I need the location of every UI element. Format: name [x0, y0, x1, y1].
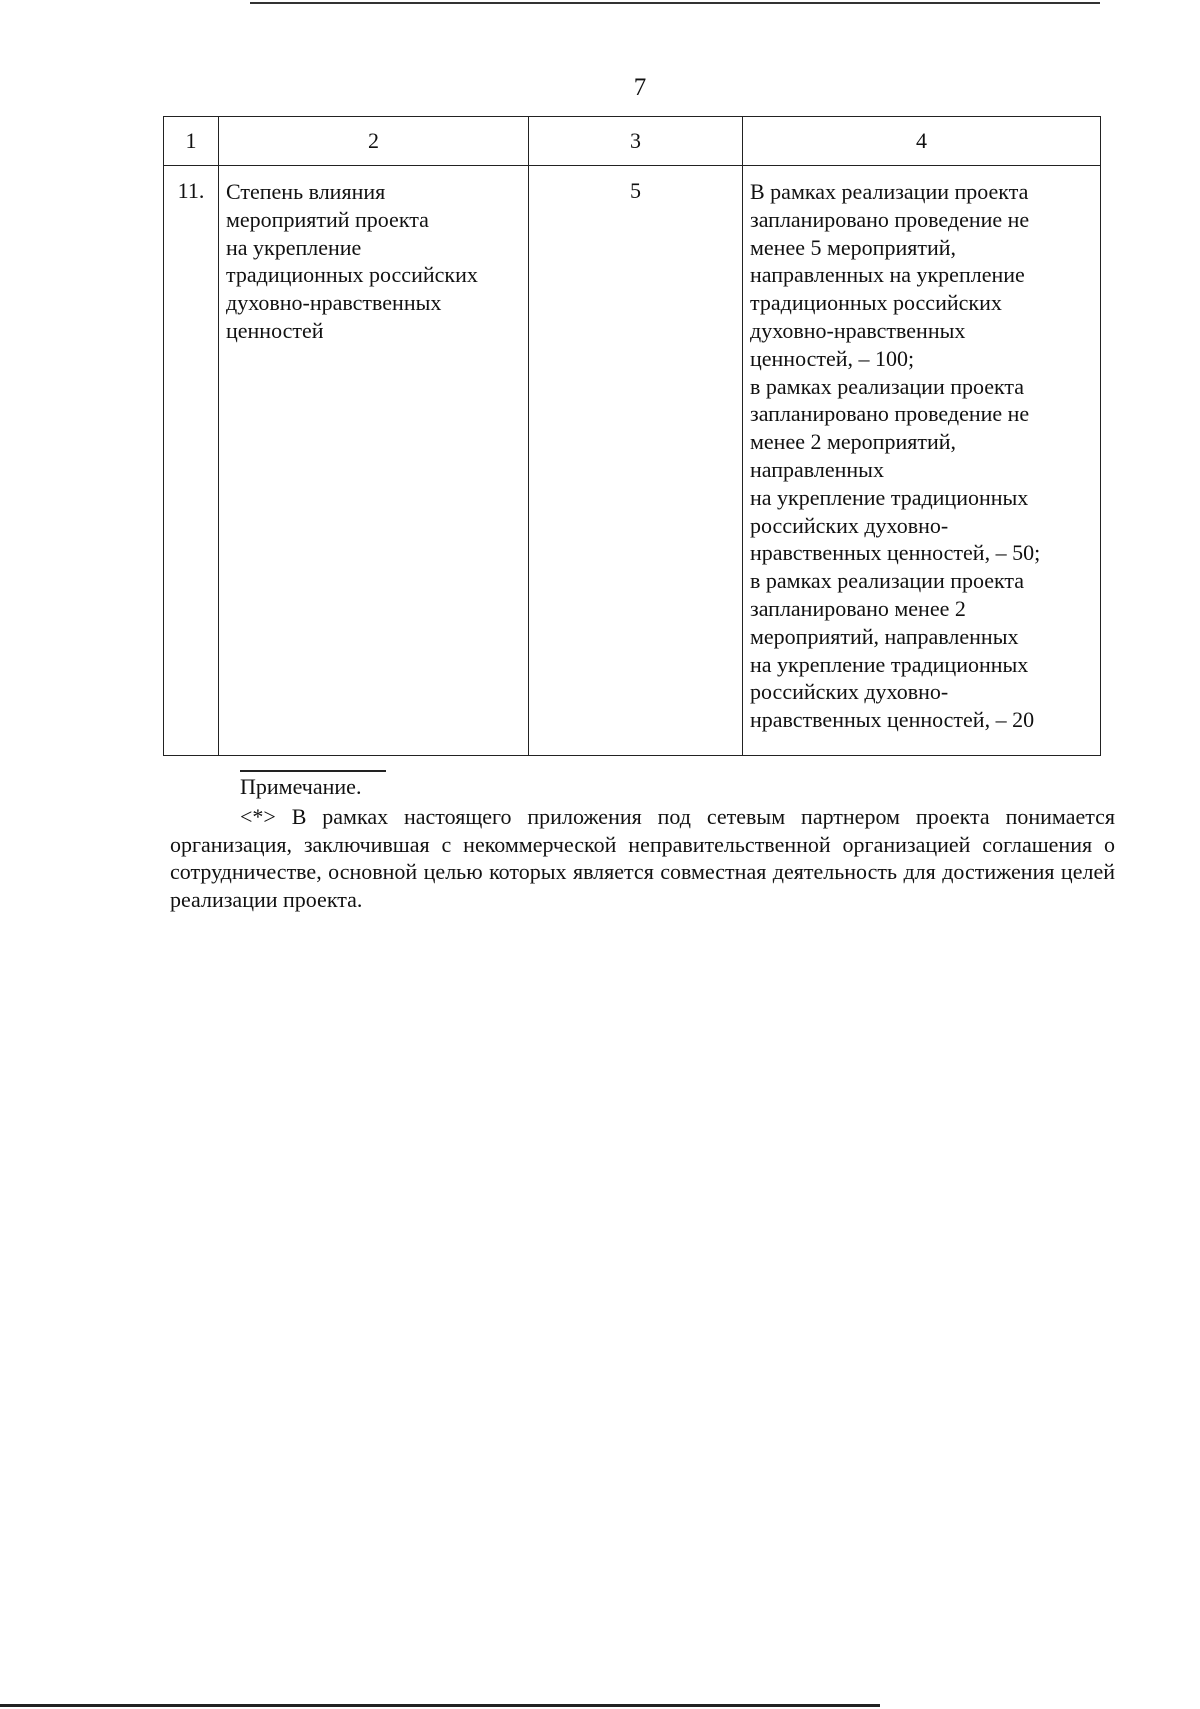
description-line: направленных: [750, 456, 884, 482]
description-line: менее 2 мероприятий,: [750, 429, 957, 455]
description-line: традиционных российских: [750, 290, 1002, 316]
table-header-row: [164, 117, 1101, 166]
criteria-table: [163, 116, 1101, 756]
description-line: духовно-нравственных: [750, 317, 966, 343]
criterion-cell: [219, 166, 529, 756]
scan-edge-line-top: [250, 2, 1100, 4]
description-line: мероприятий, направленных: [750, 623, 1019, 649]
description-line: запланировано проведение не: [750, 206, 1030, 232]
description-line: ценностей, – 100;: [750, 345, 915, 371]
note-separator-rule: [240, 770, 386, 772]
description-line: направленных на укрепление: [750, 262, 1025, 288]
column-header-1: 1: [164, 117, 219, 166]
row-number: 11.: [164, 166, 219, 756]
criterion-line: традиционных российских: [226, 262, 478, 288]
description-cell: [743, 166, 1101, 756]
criterion-line: духовно-нравственных: [226, 290, 442, 316]
description-line: на укрепление традиционных: [750, 651, 1029, 677]
column-header-4: 4: [743, 117, 1101, 166]
column-header-2: 2: [219, 117, 529, 166]
column-header-3: 3: [529, 117, 743, 166]
description-line: на укрепление традиционных: [750, 484, 1029, 510]
max-score-cell: 5: [529, 166, 743, 756]
criterion-line: на укрепление: [226, 234, 362, 260]
note-heading: Примечание.: [240, 774, 362, 799]
table-row: [164, 166, 1101, 756]
description-line: менее 5 мероприятий,: [750, 234, 957, 260]
criterion-line: ценностей: [226, 317, 324, 343]
criterion-line: мероприятий проекта: [226, 206, 429, 232]
description-line: запланировано менее 2: [750, 595, 966, 621]
scan-edge-line-bottom: [0, 1704, 880, 1707]
description-line: нравственных ценностей, – 50;: [750, 540, 1041, 566]
description-line: В рамках реализации проекта: [750, 179, 1029, 204]
description-line: запланировано проведение не: [750, 401, 1030, 427]
description-line: в рамках реализации проекта: [750, 568, 1025, 594]
page-number: 7: [633, 74, 647, 101]
description-line: нравственных ценностей, – 20: [750, 707, 1035, 733]
description-line: в рамках реализации проекта: [750, 373, 1025, 399]
description-line: российских духовно-: [750, 679, 949, 705]
note-text: <*> В рамках настоящего приложения под сетевым партнером проекта понимается организация, заключившая с некоммерческой неправительственной организацией соглашения о сотрудничестве, основной целью которых является совместная деятельность для достижения целей реализации проекта.: [170, 804, 1115, 912]
criterion-line: Степень влияния: [226, 179, 386, 204]
description-line: российских духовно-: [750, 512, 949, 538]
